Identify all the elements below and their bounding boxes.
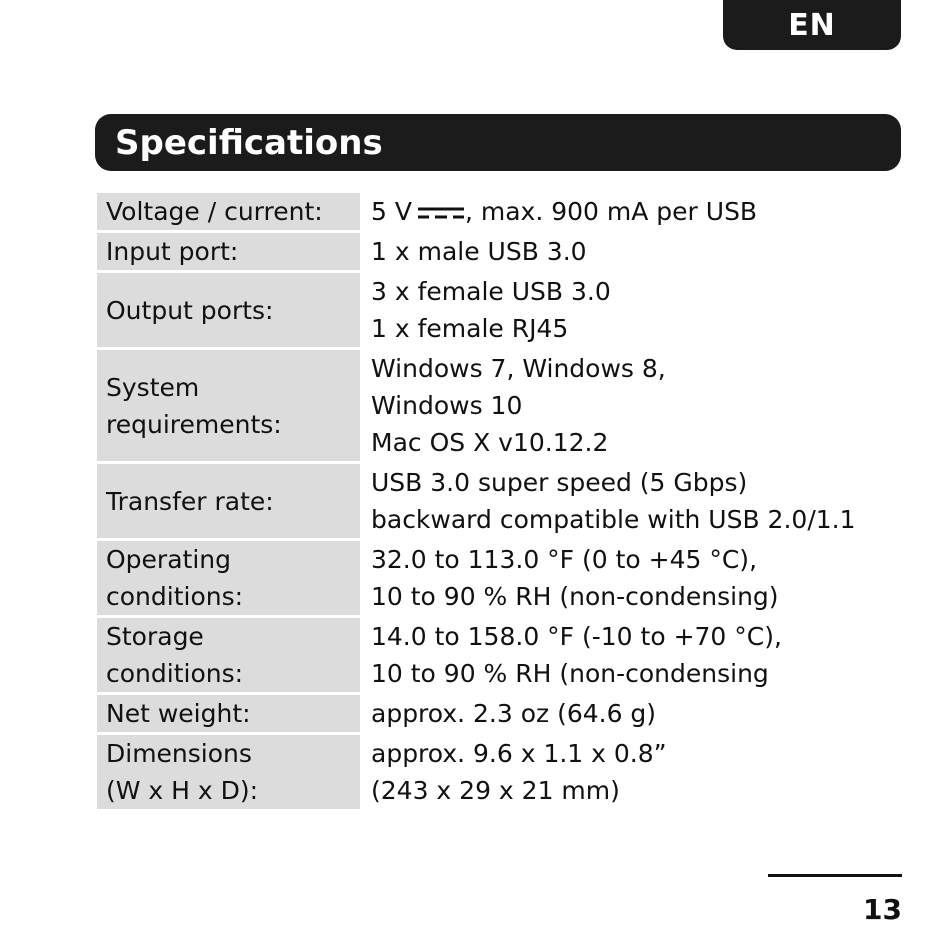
spec-row-input-port bbox=[97, 233, 902, 270]
spec-value-line: (243 x 29 x 21 mm) bbox=[371, 776, 620, 805]
spec-value-line: backward compatible with USB 2.0/1.1 bbox=[371, 505, 856, 534]
spec-value bbox=[360, 193, 902, 230]
language-tab: EN bbox=[723, 0, 901, 50]
specifications-table bbox=[97, 193, 902, 812]
spec-value-part: 5 V bbox=[371, 197, 412, 226]
spec-label bbox=[97, 541, 360, 615]
spec-label-line: conditions: bbox=[106, 659, 244, 688]
spec-label: Input port: bbox=[97, 233, 360, 270]
spec-value bbox=[360, 464, 902, 538]
spec-value-line: 1 x female RJ45 bbox=[371, 314, 569, 343]
spec-value bbox=[360, 541, 902, 615]
spec-value-line: 14.0 to 158.0 °F (-10 to +70 °C), bbox=[371, 622, 782, 651]
spec-label-line: System bbox=[106, 372, 200, 402]
spec-row-dimensions bbox=[97, 735, 902, 809]
spec-label-line: Dimensions bbox=[106, 739, 252, 768]
spec-value-line: approx. 2.3 oz (64.6 g) bbox=[371, 699, 657, 728]
spec-value bbox=[360, 233, 902, 270]
spec-row-system-requirements bbox=[97, 350, 902, 461]
spec-row-transfer-rate bbox=[97, 464, 902, 538]
spec-label: Transfer rate: bbox=[97, 464, 360, 538]
spec-value bbox=[360, 273, 902, 347]
spec-label-line: Storage bbox=[106, 622, 204, 651]
spec-value bbox=[360, 695, 902, 732]
spec-label bbox=[97, 350, 360, 461]
spec-label-line: requirements: bbox=[106, 409, 282, 439]
spec-value-line: Windows 10 bbox=[371, 391, 523, 420]
spec-row-storage-conditions bbox=[97, 618, 902, 692]
section-title: Specifications bbox=[115, 122, 383, 163]
spec-value bbox=[360, 618, 902, 692]
spec-value-line: approx. 9.6 x 1.1 x 0.8” bbox=[371, 739, 667, 768]
section-header bbox=[95, 114, 901, 171]
spec-label bbox=[97, 735, 360, 809]
spec-row-output-ports bbox=[97, 273, 902, 347]
spec-value bbox=[360, 735, 902, 809]
spec-value-line: 1 x male USB 3.0 bbox=[371, 237, 587, 266]
spec-row-voltage-current bbox=[97, 193, 902, 230]
spec-value-line: 10 to 90 % RH (non-condensing bbox=[371, 659, 769, 688]
spec-label-line: Operating bbox=[106, 545, 231, 574]
spec-value-line: 10 to 90 % RH (non-condensing) bbox=[371, 582, 779, 611]
spec-value-line: Windows 7, Windows 8, bbox=[371, 354, 666, 383]
spec-value-line: 3 x female USB 3.0 bbox=[371, 277, 611, 306]
dc-current-icon bbox=[418, 206, 464, 220]
spec-row-operating-conditions bbox=[97, 541, 902, 615]
spec-value-line: USB 3.0 super speed (5 Gbps) bbox=[371, 468, 748, 497]
spec-value bbox=[360, 350, 902, 461]
spec-row-net-weight bbox=[97, 695, 902, 732]
footer-divider bbox=[768, 874, 902, 877]
spec-label-line: conditions: bbox=[106, 582, 244, 611]
spec-label-line: (W x H x D): bbox=[106, 776, 259, 805]
spec-value-line: 32.0 to 113.0 °F (0 to +45 °C), bbox=[371, 545, 758, 574]
spec-value-part: , max. 900 mA per USB bbox=[464, 197, 758, 226]
spec-label: Net weight: bbox=[97, 695, 360, 732]
spec-label bbox=[97, 618, 360, 692]
spec-value-line: Mac OS X v10.12.2 bbox=[371, 428, 609, 457]
spec-label: Output ports: bbox=[97, 273, 360, 347]
spec-label: Voltage / current: bbox=[97, 193, 360, 230]
page-number: 13 bbox=[863, 893, 902, 926]
